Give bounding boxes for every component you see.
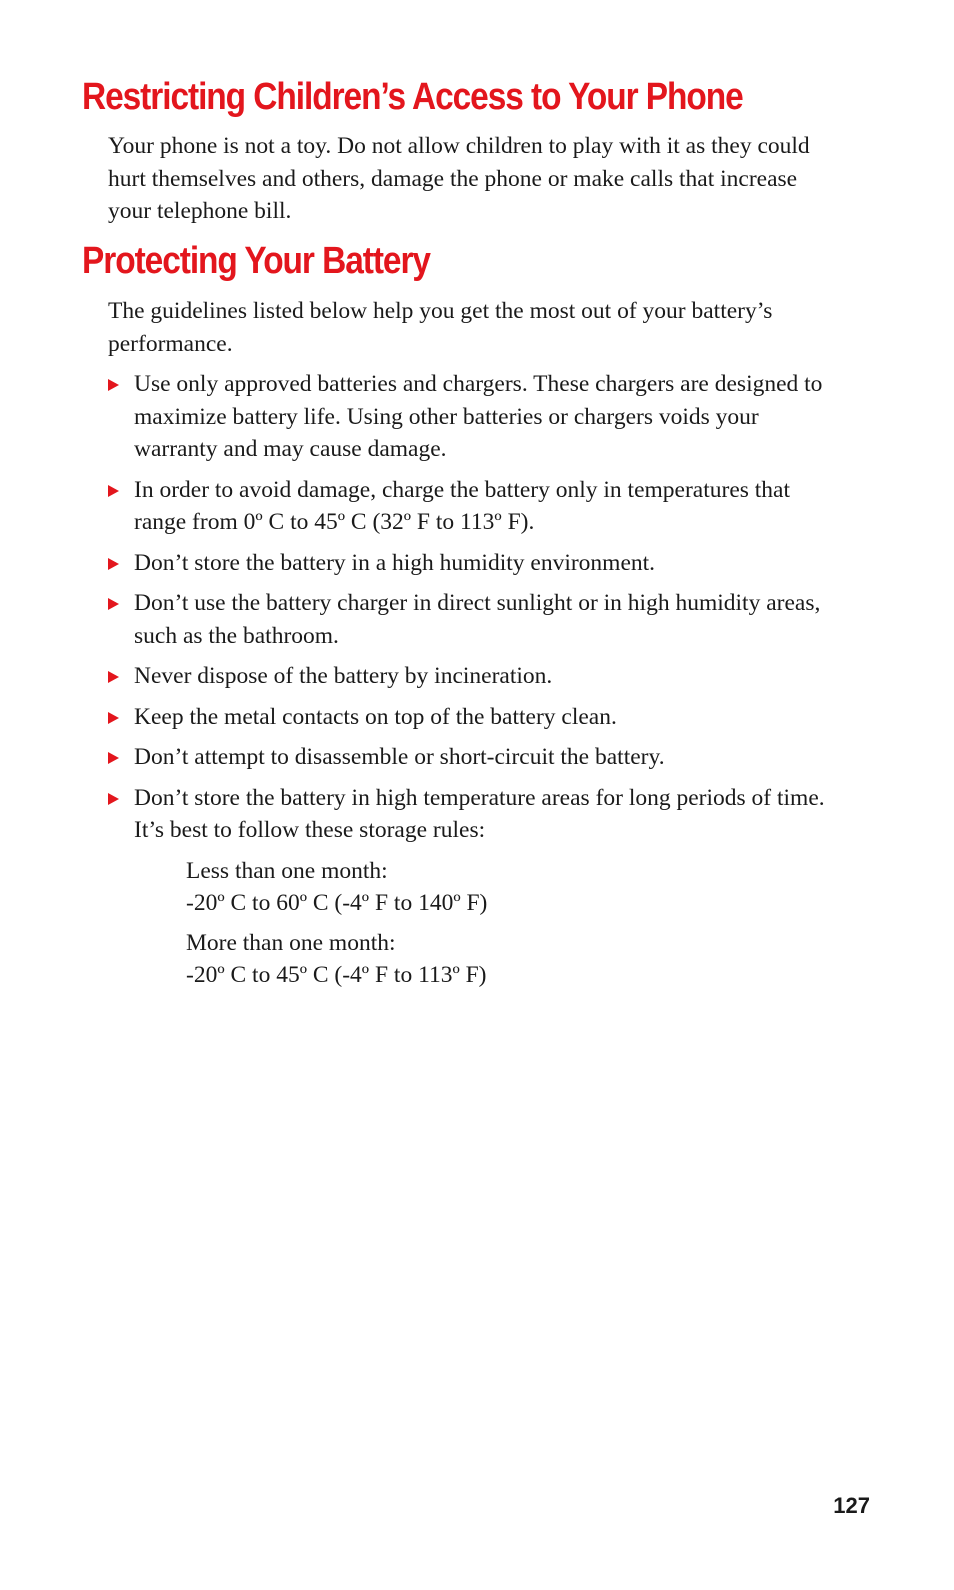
- battery-intro: The guidelines listed below help you get the most out of your battery’s performance.: [108, 298, 773, 357]
- triangle-right-icon: [108, 558, 119, 570]
- storage-rule-range: -20º C to 60º C (-4º F to 140º F): [186, 889, 488, 916]
- list-item-text: In order to avoid damage, charge the battery only in temperatures that range from 0º C to 45º C (32º F to 113º F).: [134, 476, 791, 535]
- storage-rule-range: -20º C to 45º C (-4º F to 113º F): [186, 961, 487, 988]
- triangle-right-icon: [108, 671, 119, 683]
- triangle-right-icon: [108, 793, 119, 805]
- triangle-right-icon: [108, 712, 119, 724]
- list-item: [108, 547, 828, 580]
- storage-rules: [134, 855, 828, 991]
- list-item: [108, 741, 828, 774]
- list-item: [108, 701, 828, 734]
- page-number: 127: [833, 1493, 870, 1518]
- section-heading-children: Restricting Children’s Access to Your Phone: [82, 76, 743, 118]
- storage-rule-label: More than one month:: [186, 929, 396, 956]
- list-item-text: Use only approved batteries and chargers. These chargers are designed to maximize battery life. Using other batteries or chargers voids your warranty and may cause damage.: [134, 371, 823, 462]
- triangle-right-icon: [108, 598, 119, 610]
- list-item-text: Don’t use the battery charger in direct sunlight or in high humidity areas, such as the bathroom.: [134, 590, 821, 649]
- list-item-text: Don’t store the battery in high temperature areas for long periods of time. It’s best to follow these storage rules:: [134, 784, 825, 843]
- list-item: [108, 660, 828, 693]
- storage-rule-label: Less than one month:: [186, 857, 388, 884]
- children-paragraph: Your phone is not a toy. Do not allow children to play with it as they could hurt themselves and others, damage the phone or make calls that increase your telephone bill.: [108, 133, 810, 224]
- list-item-text: Never dispose of the battery by incineration.: [134, 663, 553, 689]
- storage-rule-long: [186, 927, 828, 991]
- section-heading-battery: Protecting Your Battery: [82, 240, 430, 282]
- triangle-right-icon: [108, 485, 119, 497]
- triangle-right-icon: [108, 379, 119, 391]
- list-item: [108, 587, 828, 652]
- triangle-right-icon: [108, 752, 119, 764]
- list-item: [108, 474, 828, 539]
- list-item-text: Keep the metal contacts on top of the battery clean.: [134, 703, 617, 730]
- battery-guidelines-list: [108, 368, 828, 999]
- list-item: [108, 782, 828, 991]
- list-item-text: Don’t store the battery in a high humidity environment.: [134, 549, 656, 576]
- list-item-text: Don’t attempt to disassemble or short-circuit the battery.: [134, 744, 665, 770]
- list-item: [108, 368, 828, 466]
- storage-rule-short: [186, 855, 828, 919]
